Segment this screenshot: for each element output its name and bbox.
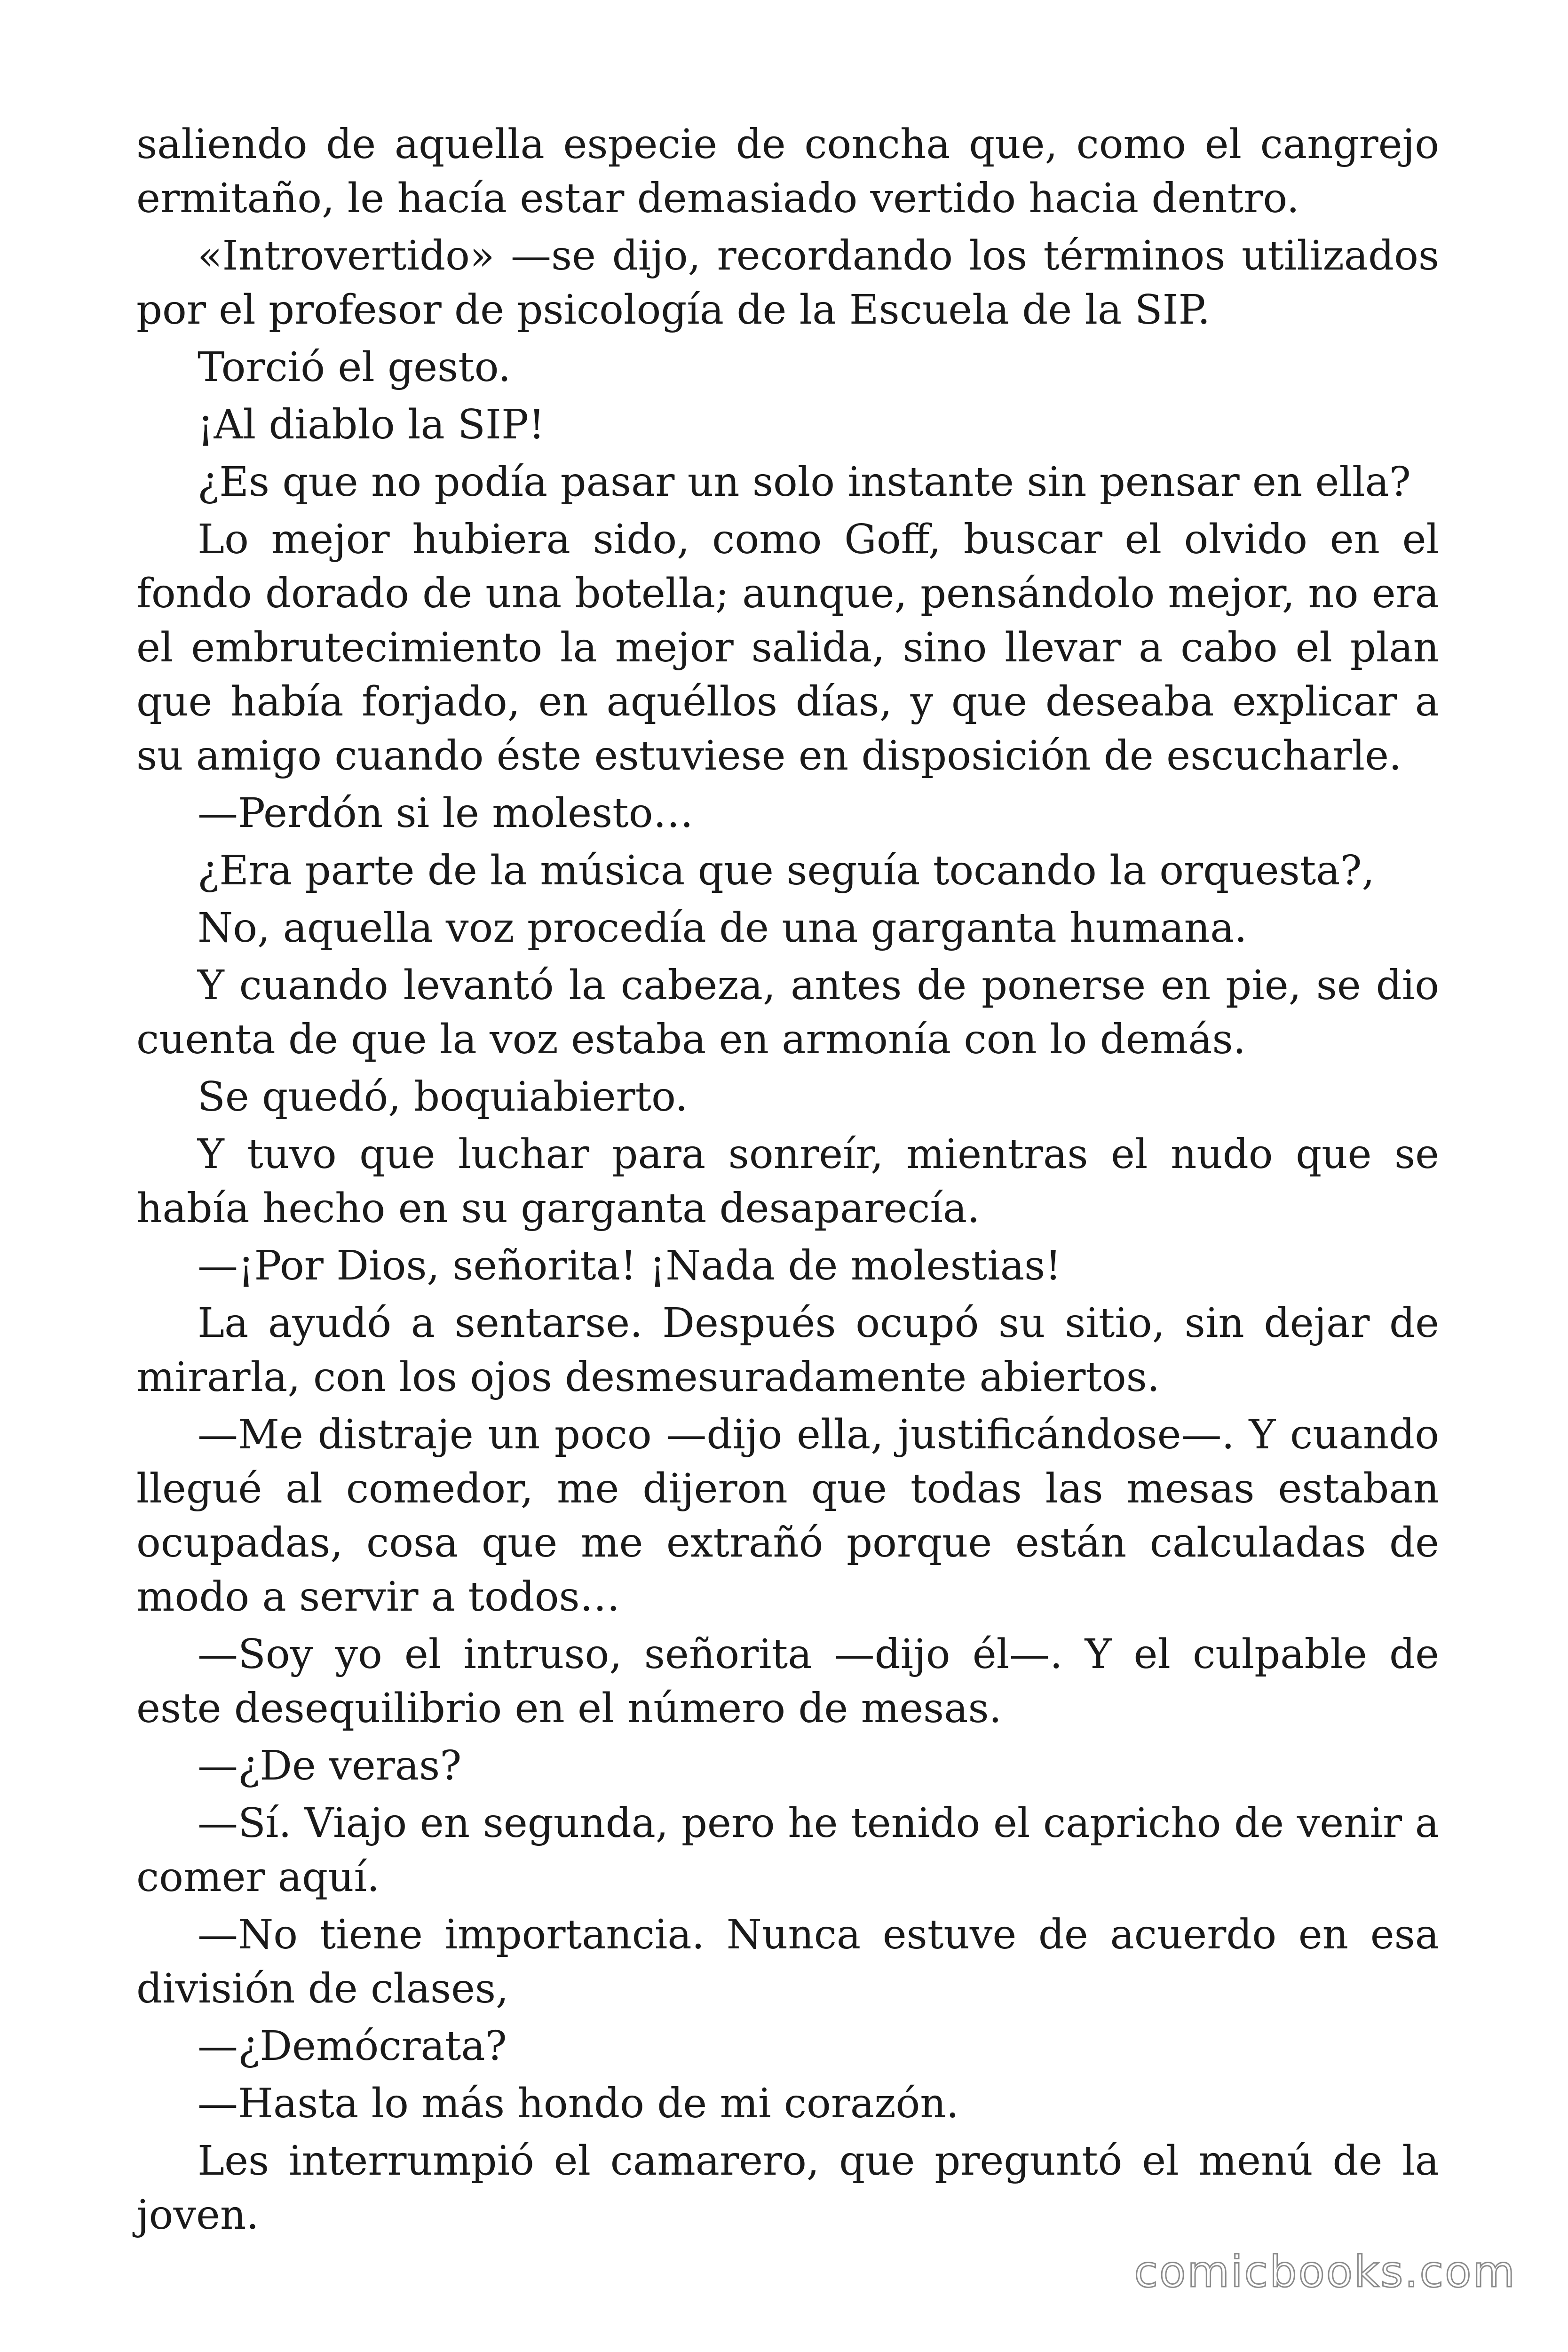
paragraph: Y tuvo que luchar para sonreír, mientras el nudo que se había hecho en su garganta desaparecía. <box>136 1131 1439 1232</box>
paragraph: —Sí. Viajo en segunda, pero he tenido el capricho de venir a comer aquí. <box>136 1800 1439 1901</box>
paragraph: —Me distraje un poco —dijo ella, justificándose—. Y cuando llegué al comedor, me dijeron que todas las mesas estaban ocupadas, cosa que me extrañó porque están calculadas de modo a servir a todos… <box>136 1411 1439 1621</box>
paragraph: Torció el gesto. <box>198 344 511 391</box>
paragraph: La ayudó a sentarse. Después ocupó su sitio, sin dejar de mirarla, con los ojos desmesuradamente abiertos. <box>136 1300 1439 1401</box>
paragraph: No, aquella voz procedía de una garganta humana. <box>198 905 1247 952</box>
paragraph: Lo mejor hubiera sido, como Goff, buscar el olvido en el fondo dorado de una botella; aunque, pensándolo mejor, no era el embrutecimiento la mejor salida, sino llevar a cabo el plan que había forjado, en aquéllos días, y que deseaba explicar a su amigo cuando éste estuviese en disposición de escucharle. <box>136 516 1439 779</box>
paragraph: —No tiene importancia. Nunca estuve de acuerdo en esa división de clases, <box>136 1911 1439 2012</box>
paragraph: —Hasta lo más hondo de mi corazón. <box>198 2080 959 2127</box>
paragraph: Y cuando levantó la cabeza, antes de ponerse en pie, se dio cuenta de que la voz estaba en armonía con lo demás. <box>136 962 1439 1063</box>
paragraph: «Introvertido» —se dijo, recordando los términos utilizados por el profesor de psicología de la Escuela de la SIP. <box>136 232 1439 334</box>
paragraph: —¿Demócrata? <box>198 2023 507 2070</box>
paragraph: Se quedó, boquiabierto. <box>198 1073 688 1120</box>
paragraph: ¿Era parte de la música que seguía tocando la orquesta?, <box>198 847 1375 894</box>
paragraph: —¿De veras? <box>198 1742 462 1789</box>
paragraph: ¿Es que no podía pasar un solo instante sin pensar en ella? <box>198 459 1411 506</box>
paragraph: —Soy yo el intruso, señorita —dijo él—. Y el culpable de este desequilibrio en el número de mesas. <box>136 1631 1439 1732</box>
paragraph: —Perdón si le molesto… <box>198 790 694 837</box>
watermark: comicbooks.com <box>1134 2247 1516 2297</box>
book-page <box>136 118 1439 2246</box>
paragraph: Les interrumpió el camarero, que preguntó el menú de la joven. <box>136 2137 1439 2239</box>
paragraph: ¡Al diablo la SIP! <box>198 401 545 448</box>
paragraph: saliendo de aquella especie de concha que, como el cangrejo ermitaño, le hacía estar demasiado vertido hacia dentro. <box>136 121 1439 222</box>
paragraph: —¡Por Dios, señorita! ¡Nada de molestias! <box>198 1242 1061 1289</box>
